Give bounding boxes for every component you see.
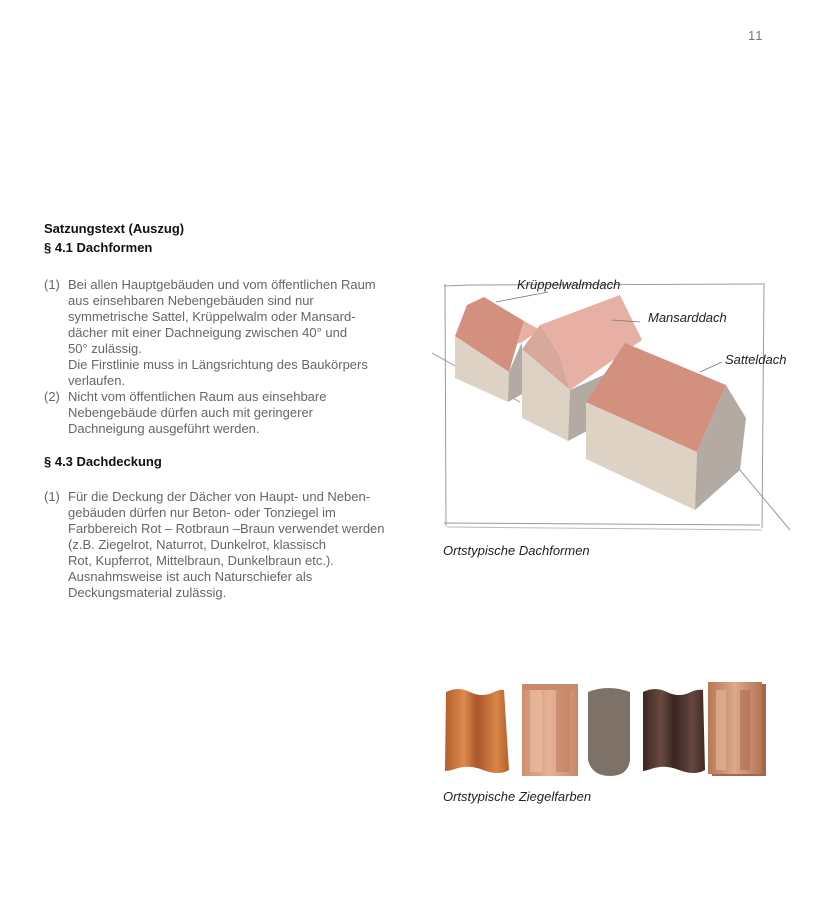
paragraph-line: dächer mit einer Dachneigung zwischen 40° und xyxy=(68,325,348,340)
roof-label: Satteldach xyxy=(725,352,787,367)
paragraph-line: Rot, Kupferrot, Mittelbraun, Dunkelbraun etc.). xyxy=(68,553,334,568)
paragraph-line: Deckungsmaterial zulässig. xyxy=(68,585,227,600)
roof-forms-illustration xyxy=(430,270,800,555)
roof-label: Krüppelwalmdach xyxy=(517,277,621,292)
paragraph-list-roofing xyxy=(44,489,404,601)
paragraph-item xyxy=(44,489,404,601)
roof-tile-samples xyxy=(440,680,780,780)
paragraph-line: Farbbereich Rot – Rotbraun –Braun verwendet werden xyxy=(68,521,385,536)
paragraph-list xyxy=(44,277,404,437)
section-label: Satzungstext (Auszug) xyxy=(44,221,185,236)
paragraph-line: aus einsehbaren Nebengebäuden sind nur xyxy=(68,293,314,308)
figure-caption: Ortstypische Dachformen xyxy=(443,543,590,558)
paragraph-line: Nebengebäude dürfen auch mit geringerer xyxy=(68,405,314,420)
satteldach-house xyxy=(586,343,746,510)
paragraph-line: (z.B. Ziegelrot, Naturrot, Dunkelrot, klassisch xyxy=(68,537,326,552)
section-title-roofing: § 4.3 Dachdeckung xyxy=(44,454,162,469)
page-number: 11 xyxy=(748,28,764,43)
paragraph-line: Bei allen Hauptgebäuden und vom öffentlichen Raum xyxy=(68,277,376,292)
paragraph-line: Nicht vom öffentlichen Raum aus einsehbare xyxy=(68,389,327,404)
paragraph-line: gebäuden dürfen nur Beton- oder Tonziegel im xyxy=(68,505,336,520)
section-title: § 4.1 Dachformen xyxy=(44,240,153,255)
paragraph-number: (1) xyxy=(44,489,60,504)
paragraph-line: Dachneigung ausgeführt werden. xyxy=(68,421,260,436)
paragraph-line: 50° zulässig. xyxy=(68,341,142,356)
tile-naturrot xyxy=(522,684,578,776)
paragraph-item xyxy=(44,389,404,437)
tile-kupferrot xyxy=(708,682,766,776)
roof-label: Mansarddach xyxy=(648,310,727,325)
figure-caption: Ortstypische Ziegelfarben xyxy=(443,789,592,804)
paragraph-line: Für die Deckung der Dächer von Haupt- und Neben- xyxy=(68,489,371,504)
paragraph-number: (2) xyxy=(44,389,60,404)
paragraph-line: Ausnahmsweise ist auch Naturschiefer als xyxy=(68,569,313,584)
paragraph-line: verlaufen. xyxy=(68,373,126,388)
paragraph-line: Die Firstlinie muss in Längsrichtung des Baukörpers xyxy=(68,357,368,372)
paragraph-item xyxy=(44,277,404,389)
tile-dunkelbraun xyxy=(643,689,705,773)
paragraph-number: (1) xyxy=(44,277,60,292)
paragraph-line: symmetrische Sattel, Krüppelwalm oder Mansard- xyxy=(68,309,356,324)
tile-schiefer-grau xyxy=(588,688,630,776)
tile-ziegelrot xyxy=(445,689,509,773)
